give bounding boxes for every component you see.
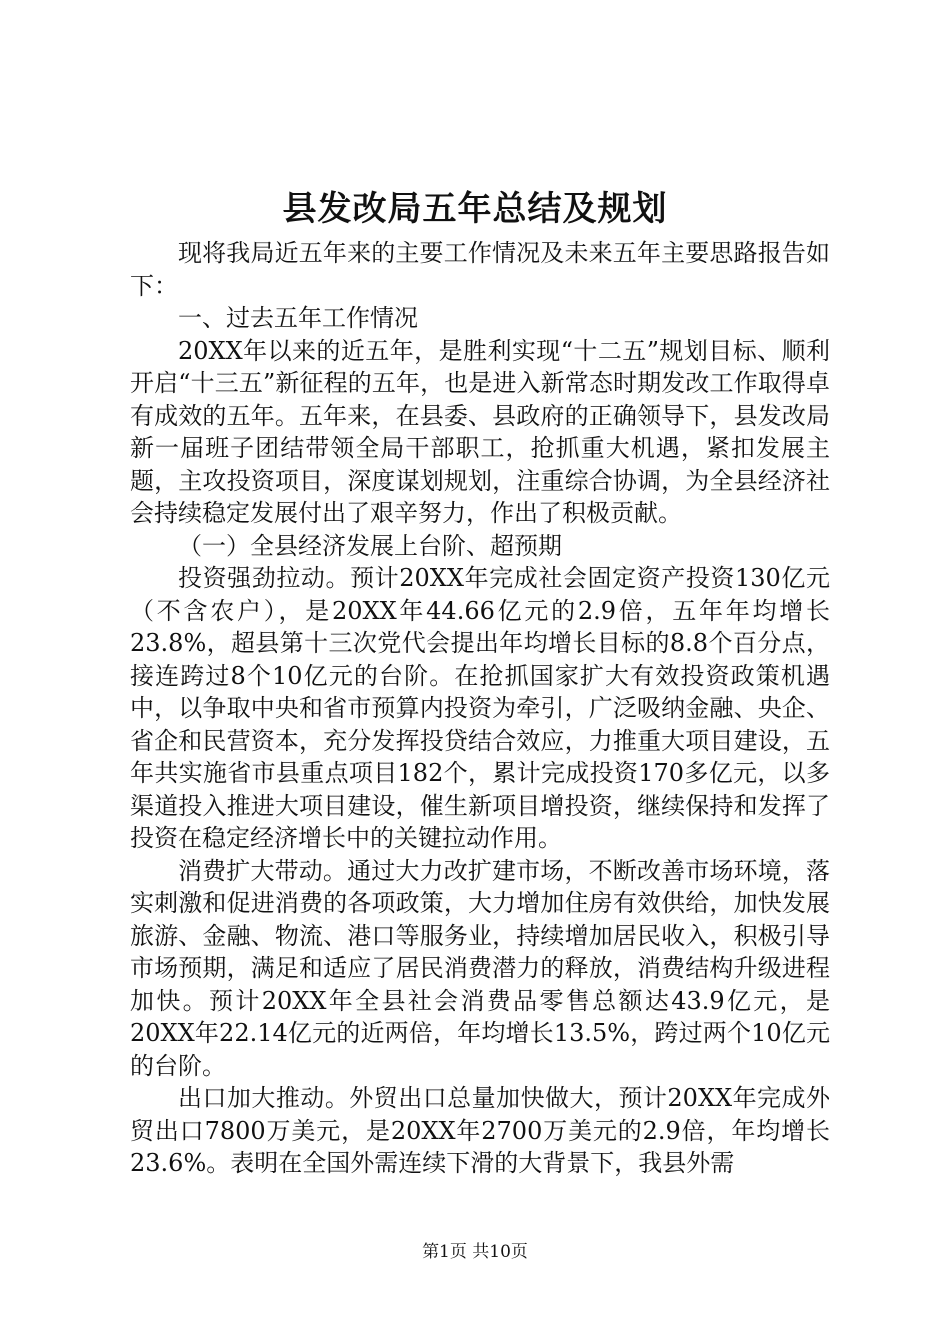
export-paragraph: 出口加大推动。外贸出口总量加快做大，预计20XX年完成外贸出口7800万美元，是20XX年2700万美元的2.9倍，年均增长23.6%。表明在全国外需连续下滑的大背景下，我县外需 [130,1084,830,1177]
consumption-paragraph: 消费扩大带动。通过大力改扩建市场，不断改善市场环境，落实刺激和促进消费的各项政策，大力增加住房有效供给，加快发展旅游、金融、物流、港口等服务业，持续增加居民收入，积极引导市场预期，满足和适应了居民消费潜力的释放，消费结构升级进程加快。预计20XX年全县社会消费品零售总额达43.9亿元，是20XX年22.14亿元的近两倍，年均增长13.5%，跨过两个10亿元的台阶。 [130,856,830,1080]
document-title: 县发改局五年总结及规划 [282,189,668,229]
subsection-heading: （一）全县经济发展上台阶、超预期 [178,531,562,560]
intro-paragraph: 现将我局近五年来的主要工作情况及未来五年主要思路报告如下： [130,239,830,300]
page-number-footer: 第1页 共10页 [422,1242,528,1262]
investment-paragraph: 投资强劲拉动。预计20XX年完成社会固定资产投资130亿元（不含农户），是20XX年44.66亿元的2.9倍，五年年均增长23.8%，超县第十三次党代会提出年均增长目标的8.8个百分点，接连跨过8个10亿元的台阶。在抢抓国家扩大有效投资政策机遇中，以争取中央和省市预算内投资为牵引，广泛吸纳金融、央企、省企和民营资本，充分发挥投贷结合效应，力推重大项目建设，五年共实施省市县重点项目182个，累计完成投资170多亿元，以多渠道投入推进大项目建设，催生新项目增投资，继续保持和发挥了投资在稳定经济增长中的关键拉动作用。 [130,564,830,852]
document-body [130,237,830,1180]
section-heading: 一、过去五年工作情况 [178,304,418,332]
overview-paragraph: 20XX年以来的近五年，是胜利实现“十二五”规划目标、顺利开启“十三五”新征程的五年，也是进入新常态时期发改工作取得卓有成效的五年。五年来，在县委、县政府的正确领导下，县发改局新一届班子团结带领全局干部职工，抢抓重大机遇，紧扣发展主题，主攻投资项目，深度谋划规划，注重综合协调，为全县经济社会持续稳定发展付出了艰辛努力，作出了积极贡献。 [130,336,830,527]
